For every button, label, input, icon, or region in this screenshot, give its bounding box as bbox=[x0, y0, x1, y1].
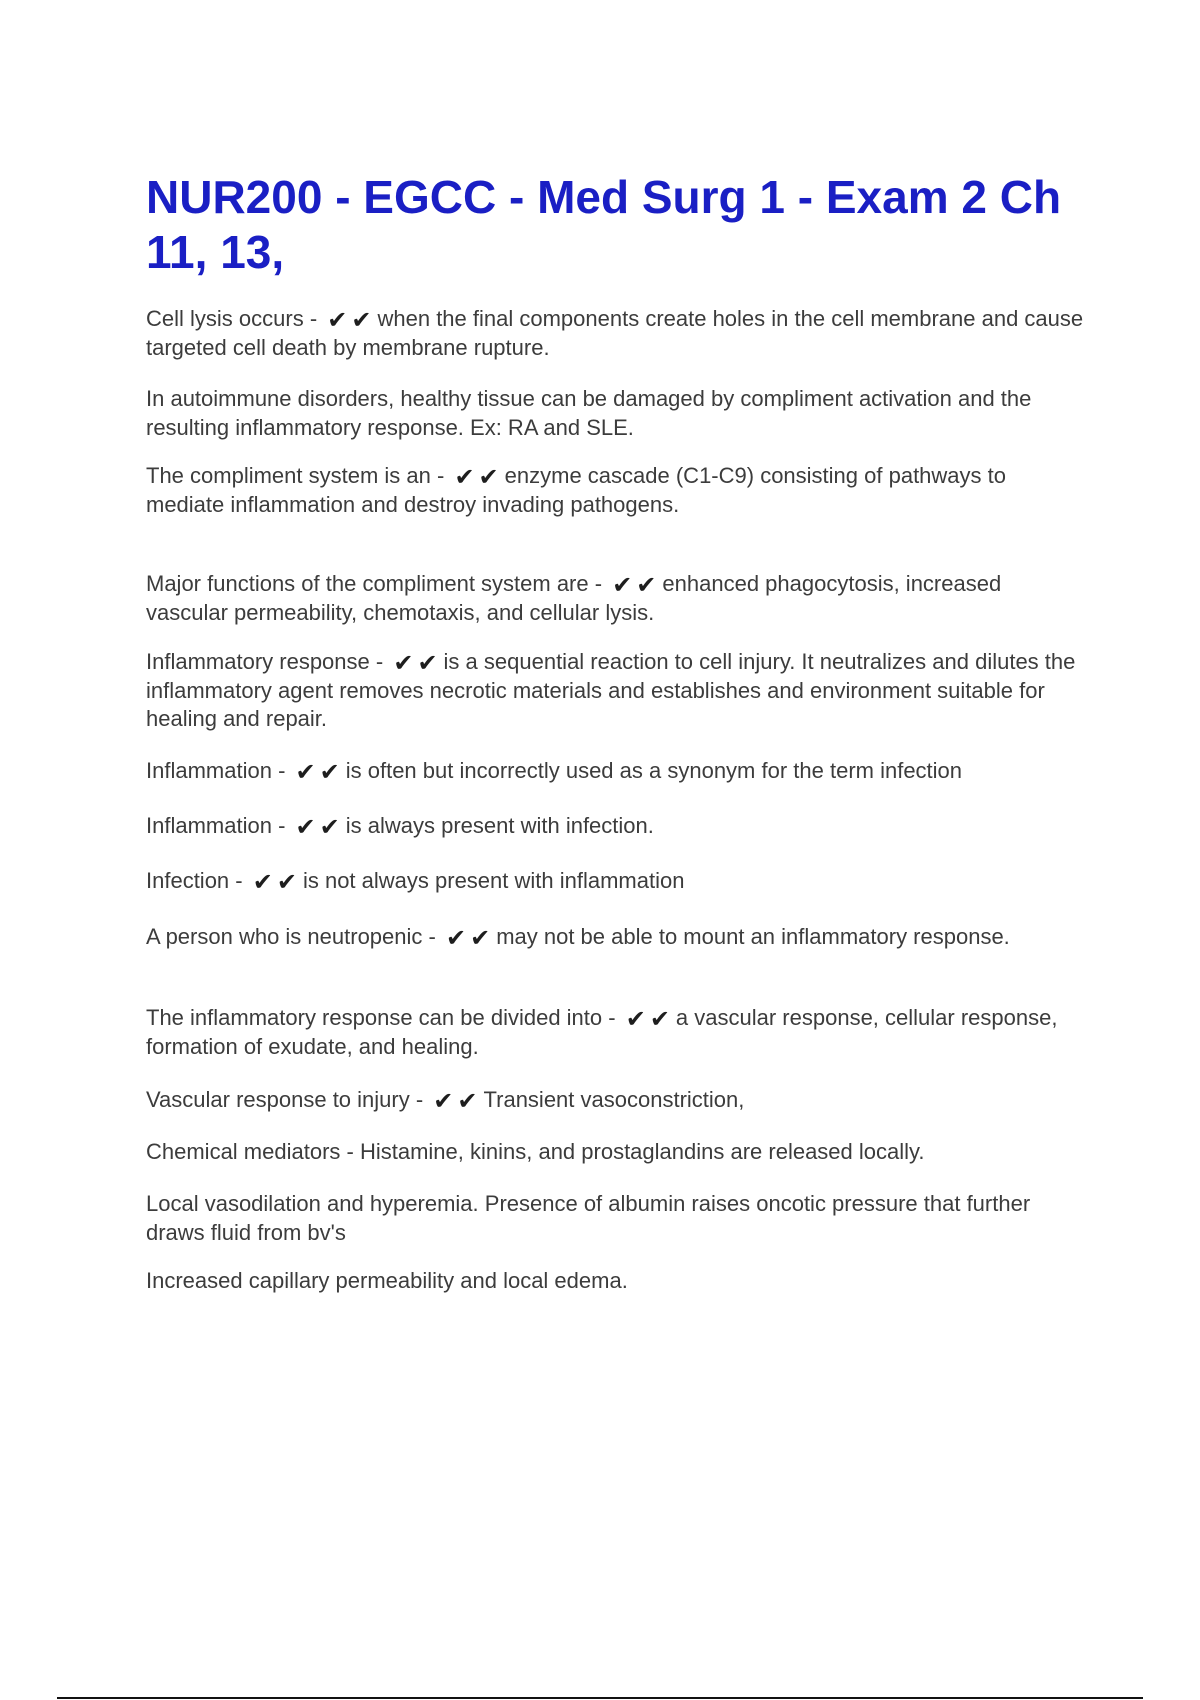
double-check-icon: ✔✔ bbox=[625, 1005, 674, 1033]
flashcard-entry bbox=[146, 462, 1086, 519]
entry-definition: enzyme cascade (C1-C9) consisting of pathways to mediate inflammation and destroy invading pathogens. bbox=[146, 463, 1006, 517]
entry-term: Vascular response to injury bbox=[146, 1087, 410, 1112]
entry-separator: - bbox=[369, 649, 390, 674]
entry-term: Cell lysis occurs bbox=[146, 306, 304, 331]
entry-term: Inflammatory response bbox=[146, 649, 370, 674]
entry-term: The compliment system is an bbox=[146, 463, 431, 488]
entry-term: The inflammatory response can be divided into bbox=[146, 1005, 603, 1030]
entry-definition: when the final components create holes in the cell membrane and cause targeted cell death by membrane rupture. bbox=[146, 306, 1084, 360]
double-check-icon: ✔✔ bbox=[612, 571, 661, 599]
entry-definition: is always present with infection. bbox=[345, 813, 654, 838]
flashcard-entry bbox=[146, 867, 1086, 896]
entry-term: Major functions of the compliment system are bbox=[146, 571, 589, 596]
double-check-icon: ✔✔ bbox=[295, 758, 344, 786]
entry-definition: is not always present with inflammation bbox=[302, 868, 685, 893]
flashcard-entry bbox=[146, 757, 1086, 786]
entry-separator: - bbox=[271, 758, 292, 783]
entry-definition: In autoimmune disorders, healthy tissue can be damaged by compliment activation and the resulting inflammatory response. Ex: RA and SLE. bbox=[146, 386, 1032, 440]
entry-definition: Increased capillary permeability and local edema. bbox=[146, 1268, 628, 1293]
double-check-icon: ✔✔ bbox=[295, 813, 344, 841]
entry-definition: may not be able to mount an inflammatory response. bbox=[496, 924, 1010, 949]
flashcard-entry bbox=[146, 923, 1086, 952]
entry-separator: - bbox=[409, 1087, 430, 1112]
entry-definition: enhanced phagocytosis, increased vascular permeability, chemotaxis, and cellular lysis. bbox=[146, 571, 1002, 625]
entry-separator: - bbox=[430, 463, 451, 488]
entry-separator: - bbox=[602, 1005, 622, 1030]
flashcard-entry bbox=[146, 1190, 1086, 1247]
entry-separator: - bbox=[271, 813, 292, 838]
double-check-icon: ✔✔ bbox=[327, 306, 376, 334]
entry-term: Infection bbox=[146, 868, 230, 893]
entry-separator: - bbox=[303, 306, 324, 331]
double-check-icon: ✔✔ bbox=[445, 924, 495, 952]
entry-definition: is a sequential reaction to cell injury. It neutralizes and dilutes the inflammatory agent removes necrotic materials and establishes and environment suitable for healing and repair. bbox=[146, 649, 1076, 731]
entry-definition: is often but incorrectly used as a synonym for the term infection bbox=[345, 758, 963, 783]
entry-definition: Chemical mediators - Histamine, kinins, and prostaglandins are released locally. bbox=[146, 1139, 925, 1164]
entry-term: Inflammation bbox=[146, 813, 272, 838]
flashcard-entry bbox=[146, 1086, 1086, 1115]
entry-definition: a vascular response, cellular response, formation of exudate, and healing. bbox=[146, 1005, 1058, 1059]
entry-separator: - bbox=[588, 571, 609, 596]
flashcard-entry bbox=[146, 1138, 1086, 1167]
entry-term: A person who is neutropenic bbox=[146, 924, 423, 949]
double-check-icon: ✔✔ bbox=[252, 868, 301, 896]
footer-divider bbox=[57, 1697, 1143, 1699]
flashcard-entry bbox=[146, 648, 1086, 734]
flashcard-entry bbox=[146, 1267, 1086, 1296]
page-title: NUR200 - EGCC - Med Surg 1 - Exam 2 Ch 11, 13, bbox=[146, 171, 1062, 278]
double-check-icon: ✔✔ bbox=[454, 463, 503, 491]
flashcard-entry bbox=[146, 385, 1086, 442]
flashcard-entry bbox=[146, 812, 1086, 841]
flashcard-entry bbox=[146, 1004, 1086, 1061]
entry-separator: - bbox=[229, 868, 249, 893]
flashcard-entry bbox=[146, 305, 1086, 362]
entry-separator: - bbox=[422, 924, 442, 949]
entry-term: Inflammation bbox=[146, 758, 272, 783]
entry-definition: Transient vasoconstriction, bbox=[483, 1087, 745, 1112]
flashcard-entry bbox=[146, 570, 1086, 627]
double-check-icon: ✔✔ bbox=[433, 1087, 482, 1115]
double-check-icon: ✔✔ bbox=[393, 649, 442, 677]
entry-definition: Local vasodilation and hyperemia. Presence of albumin raises oncotic pressure that further draws fluid from bv's bbox=[146, 1191, 1031, 1245]
